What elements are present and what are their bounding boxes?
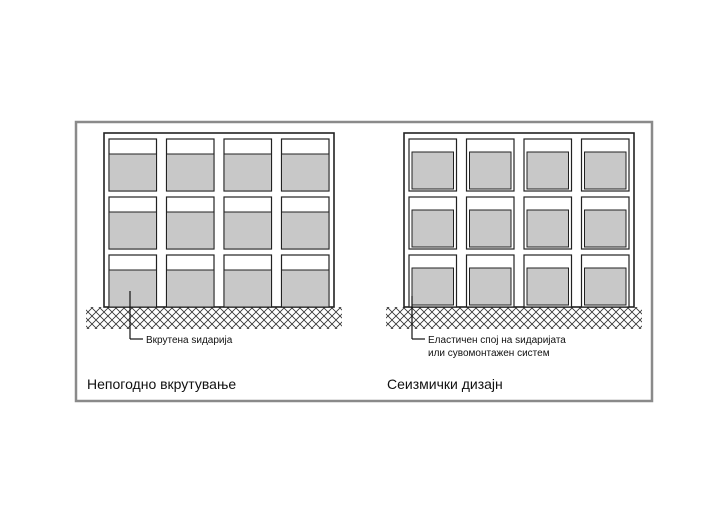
masonry-infill [224, 212, 272, 249]
masonry-infill [282, 270, 330, 307]
masonry-infill [224, 154, 272, 191]
masonry-infill [527, 268, 569, 305]
masonry-infill [412, 210, 454, 247]
masonry-infill [585, 152, 627, 189]
callout-label-line-1: Еластичен спој на ѕидаријата [428, 335, 566, 346]
ground-hatch [386, 307, 642, 329]
masonry-infill [109, 270, 157, 307]
masonry-infill [224, 270, 272, 307]
masonry-infill [527, 152, 569, 189]
masonry-infill [585, 210, 627, 247]
masonry-infill [109, 154, 157, 191]
masonry-infill [470, 268, 512, 305]
panel-caption: Сеизмички дизајн [387, 376, 503, 392]
callout-label: Вкрутена ѕидарија [146, 335, 233, 346]
masonry-infill [412, 152, 454, 189]
masonry-infill [167, 154, 215, 191]
masonry-infill [167, 270, 215, 307]
ground-hatch [86, 307, 342, 329]
panel-caption: Непогодно вкрутување [87, 376, 237, 392]
masonry-infill [585, 268, 627, 305]
masonry-infill [470, 152, 512, 189]
masonry-infill [282, 212, 330, 249]
masonry-infill [527, 210, 569, 247]
masonry-infill [282, 154, 330, 191]
masonry-infill [470, 210, 512, 247]
masonry-infill [412, 268, 454, 305]
masonry-infill [167, 212, 215, 249]
masonry-infill [109, 212, 157, 249]
callout-label-line-2: или сувомонтажен систем [428, 348, 550, 359]
